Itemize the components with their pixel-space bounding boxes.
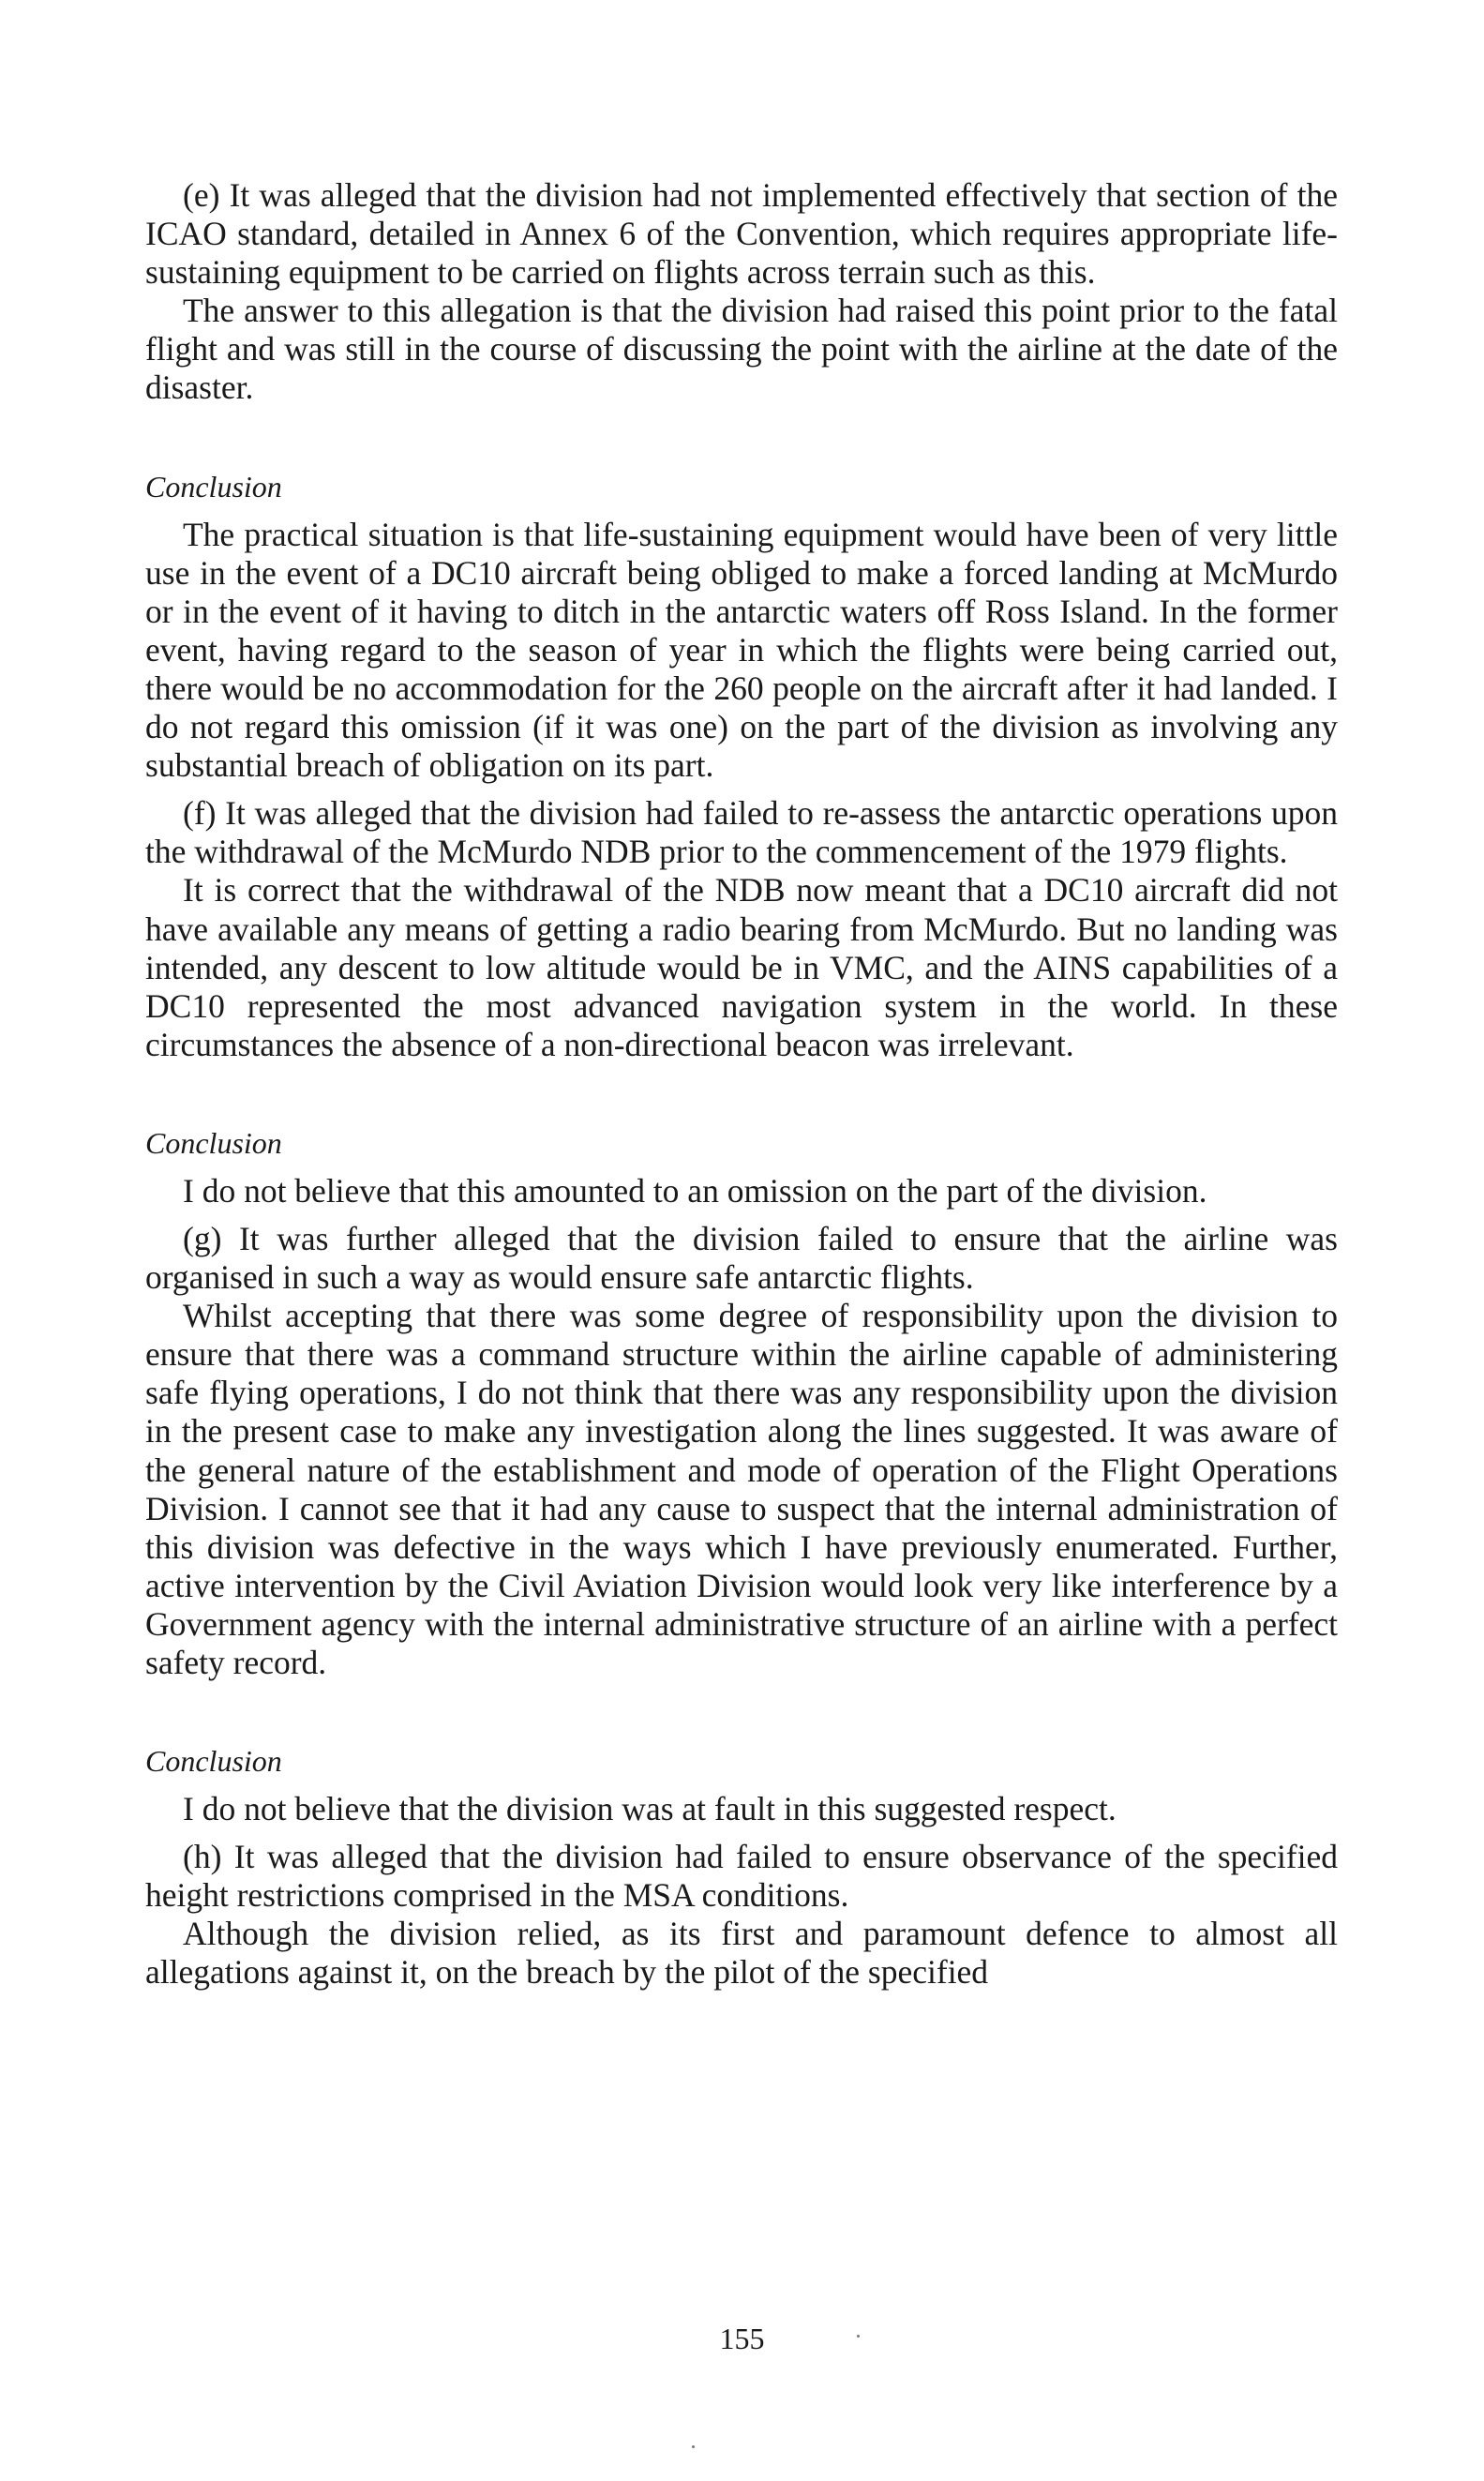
paragraph-f-answer: It is correct that the withdrawal of the NDB now meant that a DC10 aircraft did not have available any means of getting a radio bearing from McMurdo. But no landing was intended, any descent to low altitude would be in VMC, and the AINS capabilities of a DC10 represented the most advanced navigation system in the world. In these circumstances the absence of a non-directional beacon was irrelevant. (145, 871, 1338, 1063)
scan-speck (692, 2445, 695, 2448)
paragraph-f-allegation: (f) It was alleged that the division had failed to re-assess the antarctic operations upon the withdrawal of the McMurdo NDB prior to the commencement of the 1979 flights. (145, 794, 1338, 871)
document-page (145, 176, 1338, 1992)
paragraph-g-answer: Whilst accepting that there was some degree of responsibility upon the division to ensure that there was a command structure within the airline capable of administering safe flying operations, I do not think that there was any responsibility upon the division in the present case to make any investigation along the lines suggested. It was aware of the general nature of the establishment and mode of operation of the Flight Operations Division. I cannot see that it had any cause to suspect that the internal administration of this division was defective in the ways which I have previously enumerated. Further, active intervention by the Civil Aviation Division would look very like interference by a Government agency with the internal administrative structure of an airline with a perfect safety record. (145, 1297, 1338, 1681)
paragraph-organisation-conclusion: I do not believe that the division was at fault in this suggested respect. (183, 1790, 1117, 1828)
page-number: 155 (719, 2322, 765, 2355)
conclusion-heading: Conclusion (145, 469, 282, 504)
paragraph-life-sustaining-conclusion: The practical situation is that life-sustaining equipment would have been of very little use in the event of a DC10 aircraft being obliged to make a forced landing at McMurdo or in the event of it having to ditch in the antarctic waters off Ross Island. In the former event, having regard to the season of year in which the flights were being carried out, there would be no accommodation for the 260 people on the aircraft after it had landed. I do not regard this omission (if it was one) on the part of the division as involving any substantial breach of obligation on its part. (145, 515, 1338, 785)
paragraph-g-allegation: (g) It was further alleged that the division failed to ensure that the airline was organised in such a way as would ensure safe antarctic flights. (145, 1219, 1338, 1297)
paragraph-h-allegation: (h) It was alleged that the division had failed to ensure observance of the specified height restrictions comprised in the MSA conditions. (145, 1838, 1338, 1915)
paragraph-e-allegation: (e) It was alleged that the division had not implemented effectively that section of the ICAO standard, detailed in Annex 6 of the Convention, which requires appropriate life-sustaining equipment to be carried on flights across terrain such as this. (145, 176, 1338, 292)
paragraph-h-answer: Although the division relied, as its first and paramount defence to almost all allegations against it, on the breach by the pilot of the specified (145, 1915, 1338, 1992)
paragraph-ndb-conclusion: I do not believe that this amounted to an omission on the part of the division. (183, 1171, 1207, 1210)
paragraph-e-answer: The answer to this allegation is that the division had raised this point prior to the fatal flight and was still in the course of discussing the point with the airline at the date of the disaster. (145, 292, 1338, 407)
scan-speck (857, 2335, 860, 2338)
conclusion-heading: Conclusion (145, 1125, 282, 1160)
conclusion-heading: Conclusion (145, 1744, 282, 1779)
